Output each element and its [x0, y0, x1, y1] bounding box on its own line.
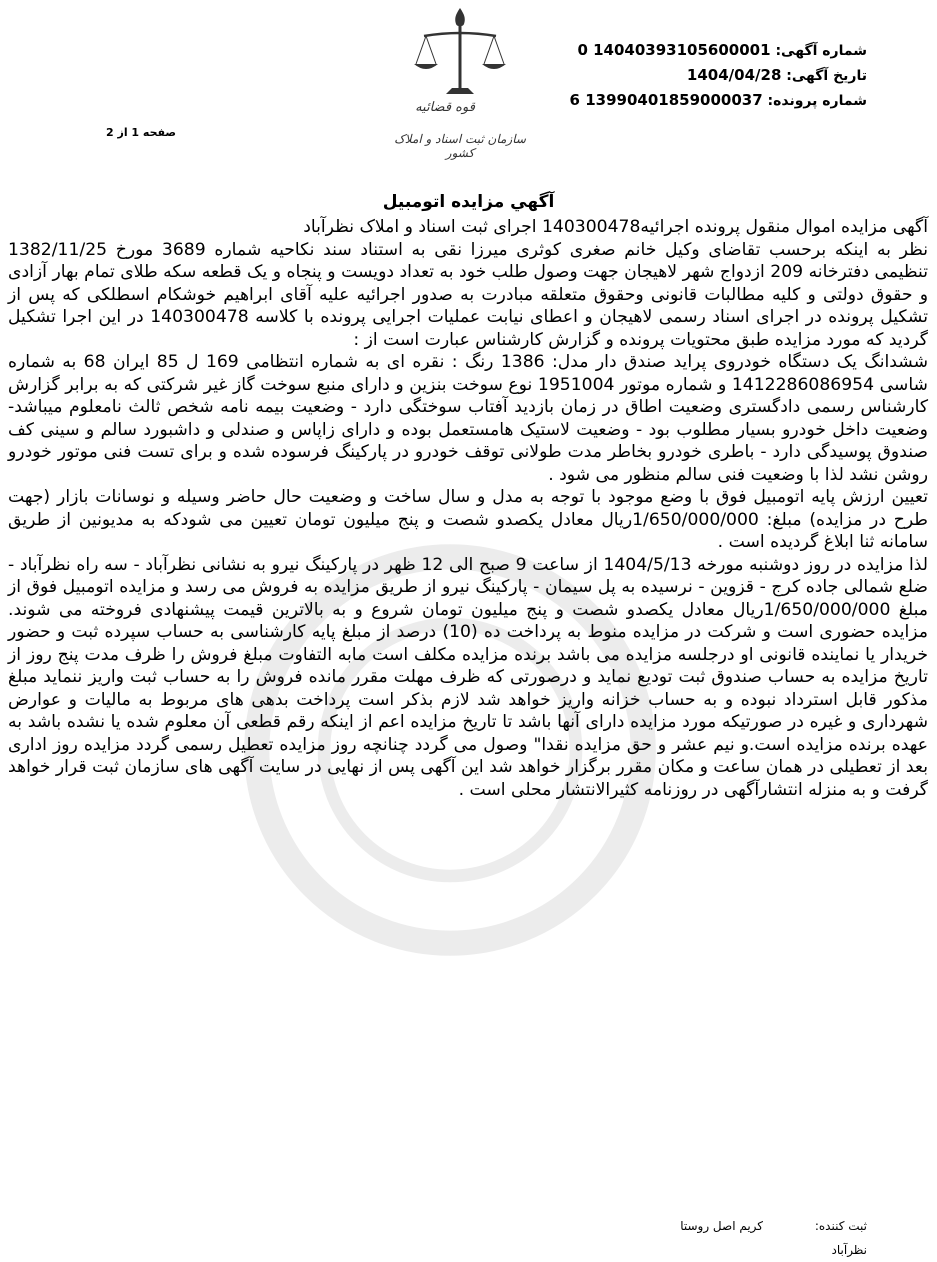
notice-paragraph-background: نظر به اینکه برحسب تقاضای وکیل خانم صغری کوثری میرزا نقی به استناد سند نکاحیه شماره 3689 مورخ 1382/11/25 تنظیمی دفترخانه 209 ازدواج شهر لاهیجان جهت وصول طلب خود به تعداد دویست و پنجاه و یک قطعه سکه طلای تمام بهار آزادی و حقوق دولتی و کلیه مطالبات قانونی وحقوق متعلقه مبادرت به صدور اجرائیه علیه آقای ابراهیم خوشکام اسطلکی که پس از تشکیل پرونده در اجرای اسناد رسمی لاهیجان و اعطای نیابت عملیات اجرایی پرونده با کلاسه 140300478 در این اجرا تشکیل گردید که مورد مزایده طبق محتویات پرونده و گزارش کارشناس عبارت است از :: [8, 239, 929, 350]
judiciary-emblem: [380, 4, 540, 162]
notice-paragraph-vehicle: ششدانگ یک دستگاه خودروی پراید صندق دار مدل: 1386 رنگ : نقره ای به شماره انتظامی 169 ل 85 ایران 68 به شماره شاسی 1412286086954 و شماره موتور 1951004 نوع سوخت بنزین و دارای منبع سوخت گاز غیر شرکتی که به برابر گزارش کارشناس رسمی دادگستری وضعیت اطاق در زمان بازدید آفتاب سوختگی دارد - وضعیت بیمه نامه شخص ثالث نامعلوم میباشد-وضعیت داخل خودرو بسیار مطلوب بود - وضعیت لاستیک هامستعمل بوده و دارای زاپاس و صندلی و داشبورد سالم و سینی کف صندوق پوسیدگی دارد - باطری خودرو بخاطر مدت طولانی توقف خودرو در پارکینگ فرسوده شده و برای تست فنی موتور خودرو روشن نشد لذا با وضعیت فنی سالم منظور می شود .: [8, 352, 929, 485]
registrar-row: [680, 1214, 867, 1238]
case-number: 13990401859000037 6: [569, 91, 763, 109]
notice-paragraph-valuation: تعیین ارزش پایه اتومبیل فوق با وضع موجود با توجه به مدل و سال ساخت و وضعیت حال حاضر وسیله و نوسانات بازار (جهت طرح در مزایده) مبلغ: 1/650/000/000ریال معادل یکصدو شصت و پنج میلیون تومان تعیین می شودکه به مدیونین از طریق سامانه ثنا ابلاغ گردیده است .: [8, 487, 928, 552]
notice-body: [8, 216, 928, 801]
emblem-caption-judiciary: قوه قضائیه: [415, 100, 475, 115]
ad-number: 14040393105600001 0: [577, 41, 771, 59]
emblem-caption-organization: سازمان ثبت اسناد و املاک کشور: [394, 132, 526, 160]
case-number-row: [570, 88, 867, 113]
ad-date: 1404/04/28: [686, 66, 782, 84]
ad-number-row: [570, 38, 867, 63]
page-indicator: صفحه 1 از 2: [106, 126, 177, 139]
scales-of-justice-icon: [410, 4, 510, 100]
footer-city: نظرآباد: [831, 1243, 867, 1257]
registrar-label: ثبت کننده:: [814, 1219, 867, 1233]
case-number-label: شماره پرونده:: [767, 93, 867, 109]
ad-date-label: تاریخ آگهی:: [786, 68, 867, 84]
notice-paragraph-auction-terms: لذا مزایده در روز دوشنبه مورخه 1404/5/13 از ساعت 9 صبح الی 12 ظهر در پارکینگ نیرو به نشانی نظرآباد - سه راه نظرآباد - ضلع شمالی جاده کرج - قزوین - نرسیده به پل سیمان - پارکینگ نیرو از طریق مزایده به فروش می رسد و مزایده اتومبیل فوق از مبلغ 1/650/000/000ریال معادل یکصدو شصت و پنج میلیون تومان شروع و به بالاترین قیمت پیشنهادی فروخته می شوند. مزایده حضوری است و شرکت در مزایده منوط به پرداخت ده (10) درصد از مبلغ پایه کارشناسی به حساب سپرده ثبت و حضور خریدار یا نماینده قانونی او درجلسه مزایده می باشد برنده مزایده مکلف است مابه التفاوت مبلغ فروش را ظرف مدت پنج روز از تاریخ مزایده به حساب صندوق ثبت تودیع نماید و درصورتی که ظرف مهلت مقرر مانده فروش را به حساب ثبت واریز ننماید مبلغ مذکور قابل استرداد نبوده و به حساب خزانه واریز خواهد شد لازم بذکر است پرداخت بدهی های مربوط به مالیات و عوارض شهرداری و غیره در صورتیکه مورد مزایده دارای آنها باشد تا تاریخ مزایده اعم از اینکه رقم قطعی آن معلوم شده یا نشده باشد به عهده برنده مزایده است.و نیم عشر و حق مزایده نقدا" وصول می گردد چنانچه روز مزایده تعطیل رسمی گردد مزایده روز اداری بعد از تعطیلی در همان ساعت و مکان مقرر برگزار خواهد شد این آگهی پس از نهایی در سایت آگهی های سازمان ثبت قرار خواهد گرفت و به منزله انتشارآگهی در روزنامه کثیرالانتشار محلی است .: [8, 554, 928, 800]
header-meta: [570, 38, 867, 113]
ad-date-row: [570, 63, 867, 88]
ad-number-label: شماره آگهی:: [775, 43, 867, 59]
page-title: آگهي مزايده اتومبيل: [382, 192, 555, 212]
registrar-name: کریم اصل روستا: [680, 1219, 764, 1233]
notice-paragraph-intro: آگهی مزایده اموال منقول پرونده اجرائیه140300478 اجرای ثبت اسناد و املاک نظرآباد: [303, 217, 928, 237]
footer: [680, 1214, 867, 1262]
